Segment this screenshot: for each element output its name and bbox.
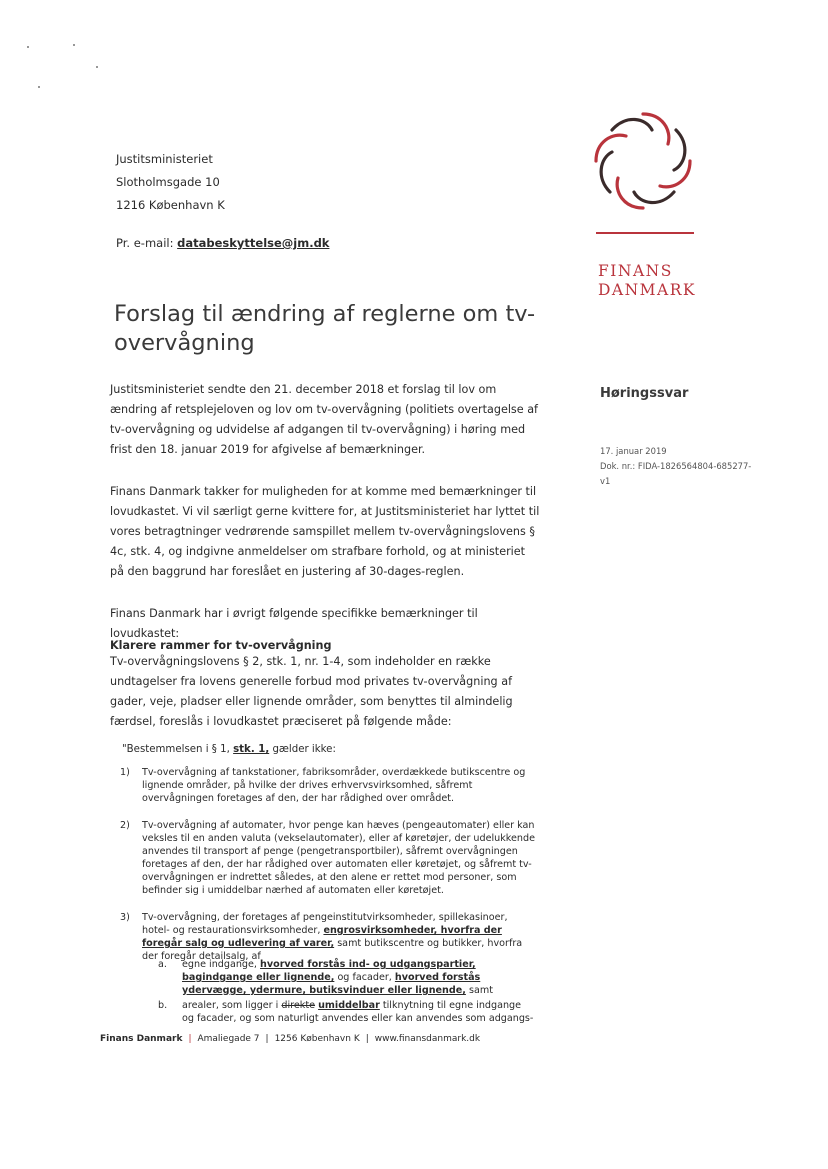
deleted-text: direkte [281,1000,316,1011]
footer-separator: | [188,1034,192,1044]
document-version: v1 [600,476,611,486]
inserted-text: umiddelbar [318,1000,380,1011]
paragraph-intro [110,380,542,460]
inserted-text: hvorved forstås ind- og udgangspartier, bagindgange eller lignende, [182,959,476,983]
page-footer [100,1034,480,1044]
brand-name [598,262,696,300]
footer-separator: | [265,1034,269,1044]
list-text [142,911,536,963]
list-item [120,911,536,963]
page-title: Forslag til ændring af reglerne om tv-overvågning [114,301,536,356]
footer-org: Finans Danmark [100,1034,183,1044]
sub-list-letter: a. [158,959,167,970]
footer-street: Amaliegade 7 [197,1034,260,1044]
list-item [120,819,536,897]
text-part: samt [468,985,493,996]
scan-dot [73,44,75,46]
sub-list [158,958,536,1027]
paragraph-text: Finans Danmark har i øvrigt følgende specifikke bemærkninger til lovudkastet: [110,607,478,640]
scan-dot [27,46,29,48]
quote-ref: stk. 1, [233,744,270,755]
sub-list-item [158,999,536,1025]
email-link[interactable]: databeskyttelse@jm.dk [177,236,330,250]
quote-text: gælder ikke: [272,744,336,755]
list-number: 1) [120,767,130,778]
text-part: og facader, [337,972,392,983]
quote-text: "Bestemmelsen i § 1, [122,744,230,755]
document-number: Dok. nr.: FIDA-1826564804-685277- [600,461,752,471]
sub-list-text [182,958,536,997]
email-label: Pr. e-mail: [116,236,174,250]
paragraph-section [110,652,542,732]
brand-divider [596,232,694,234]
paragraph-text: Finans Danmark takker for muligheden for at komme med bemærkninger til lovudkastet. Vi vil særligt gerne kvittere for, at Justitsministeriet har lyttet til vores betragtninger vedrørende samspillet mellem tv-overvågningslovens § 4c, stk. 4, og indgivne anmeldelser om strafbare forhold, og at ministeriet på den baggrund har foreslået en justering af 30-dages-reglen. [110,485,540,578]
list-text-part: Tv-overvågning, der foretages af pengeinstitutvirksomheder, spillekasinoer, hotel- og restaurationsvirksomheder, [142,912,508,936]
quote-intro [122,744,336,755]
finans-danmark-logo-icon [590,108,696,214]
footer-city: 1256 København K [274,1034,360,1044]
list-text: Tv-overvågning af tankstationer, fabriksområder, overdækkede butikscentre og lignende områder, på hvilke der drives erhvervsvirksomhed, såfremt overvågningen foretages af den, der har rådighed over området. [142,767,526,804]
brand-line: DANMARK [598,281,696,299]
document-date: 17. januar 2019 [600,446,667,456]
inserted-text: engrosvirksomheder, hvorfra der foregår salg og udlevering af varer, [142,925,502,949]
list-text-part: samt butikscentre og butikker, hvorfra der foregår detailsalg, af [142,938,523,962]
sub-list-letter: b. [158,1000,168,1011]
paragraph-text: Tv-overvågningslovens § 2, stk. 1, nr. 1-4, som indeholder en række undtagelser fra lovens generelle forbud mod privates tv-overvågning af gader, veje, pladser eller lignende områder, som benyttes til almindelig færdsel, foreslås i lovudkastet præciseret på følgende måde: [110,655,513,728]
list-item [120,766,536,805]
text-part: egne indgange, [182,959,257,970]
paragraph-text: Justitsministeriet sendte den 21. december 2018 et forslag til lov om ændring af retsplejeloven og lov om tv-overvågning (politiets overtagelse af tv-overvågning og udvidelse af adgangen til tv-overvågning) i høring med frist den 18. januar 2019 for afgivelse af bemærkninger. [110,383,538,456]
section-heading: Klarere rammer for tv-overvågning [110,639,332,652]
recipient-line: Justitsministeriet [116,152,213,166]
scan-dot [38,86,40,88]
text-part: arealer, som ligger i [182,1000,279,1011]
document-meta [600,444,760,489]
numbered-list [120,766,536,977]
recipient-address [116,148,225,217]
list-text: Tv-overvågning af automater, hvor penge kan hæves (pengeautomater) eller kan veksles til en anden valuta (vekselautomater), eller af køretøjer, der udelukkende anvendes til transport af penge (pengetransportbiler), såfremt overvågningen foretages af den, der har rådighed over automaten eller køretøjet, og såfremt tv-overvågningen er indrettet således, at den alene er rettet mod personer, som befinder sig i umiddelbar nærhed af automaten eller køretøjet. [142,820,535,896]
email-line [116,236,329,250]
document-type: Høringssvar [600,386,689,401]
list-number: 2) [120,820,130,831]
list-number: 3) [120,912,130,923]
text-part: tilknytning til egne indgange og facader, og som naturligt anvendes eller kan anvendes som adgangs- [182,1000,534,1024]
footer-website-link[interactable]: www.finansdanmark.dk [374,1034,481,1044]
sub-list-item [158,958,536,997]
recipient-line: 1216 København K [116,198,225,212]
brand-line: FINANS [598,262,673,280]
sub-list-text [182,999,536,1025]
scan-dot [96,66,98,68]
recipient-line: Slotholmsgade 10 [116,175,220,189]
footer-separator: | [365,1034,369,1044]
inserted-text: hvorved forstås ydervægge, ydermure, butiksvinduer eller lignende, [182,972,481,996]
paragraph-thanks [110,482,542,582]
